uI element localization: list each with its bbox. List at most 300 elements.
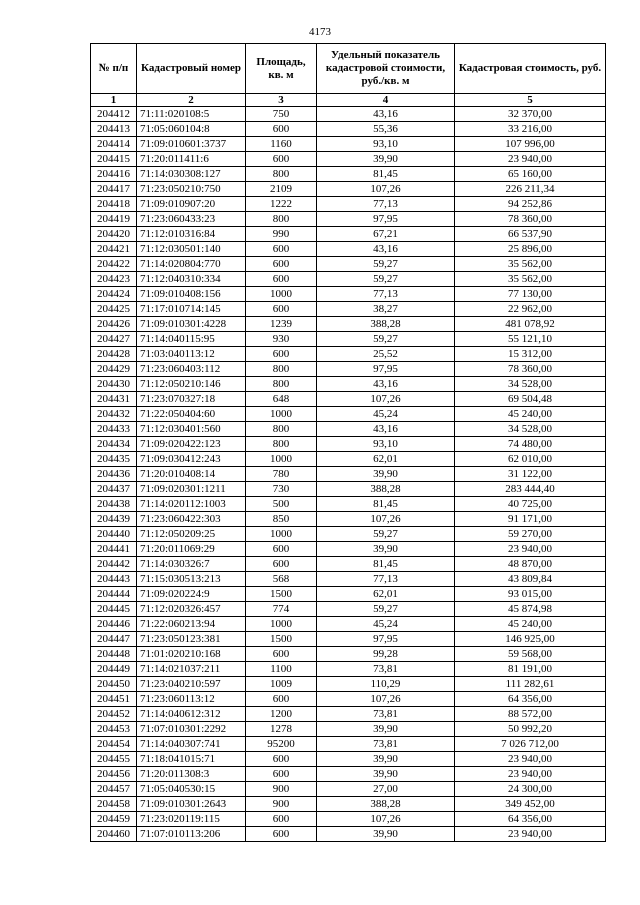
specific-value: 388,28 bbox=[317, 317, 455, 332]
cadastral-value: 62 010,00 bbox=[455, 452, 606, 467]
table-row bbox=[91, 617, 606, 632]
row-number: 204455 bbox=[91, 752, 137, 767]
cadastral-number: 71:23:060433:23 bbox=[137, 212, 246, 227]
row-number: 204424 bbox=[91, 287, 137, 302]
page-number: 4173 bbox=[309, 26, 331, 38]
table-row bbox=[91, 212, 606, 227]
specific-value: 43,16 bbox=[317, 377, 455, 392]
specific-value: 39,90 bbox=[317, 722, 455, 737]
table-row bbox=[91, 602, 606, 617]
table-row bbox=[91, 452, 606, 467]
specific-value: 107,26 bbox=[317, 512, 455, 527]
cadastral-value: 45 240,00 bbox=[455, 407, 606, 422]
cadastral-value: 88 572,00 bbox=[455, 707, 606, 722]
cadastral-value: 33 216,00 bbox=[455, 122, 606, 137]
table-row bbox=[91, 317, 606, 332]
area-value: 750 bbox=[246, 107, 317, 122]
cadastral-value: 15 312,00 bbox=[455, 347, 606, 362]
specific-value: 39,90 bbox=[317, 542, 455, 557]
area-value: 600 bbox=[246, 557, 317, 572]
table-row bbox=[91, 137, 606, 152]
specific-value: 62,01 bbox=[317, 587, 455, 602]
row-number: 204434 bbox=[91, 437, 137, 452]
table-row bbox=[91, 722, 606, 737]
specific-value: 45,24 bbox=[317, 407, 455, 422]
cadastral-value: 74 480,00 bbox=[455, 437, 606, 452]
area-value: 600 bbox=[246, 302, 317, 317]
cadastral-number: 71:07:010113:206 bbox=[137, 827, 246, 842]
specific-value: 107,26 bbox=[317, 182, 455, 197]
specific-value: 39,90 bbox=[317, 767, 455, 782]
specific-value: 81,45 bbox=[317, 557, 455, 572]
table-row bbox=[91, 302, 606, 317]
cadastral-number: 71:20:011411:6 bbox=[137, 152, 246, 167]
cadastral-value: 7 026 712,00 bbox=[455, 737, 606, 752]
table-row bbox=[91, 512, 606, 527]
header-number: № п/п bbox=[91, 44, 137, 94]
table-header-row bbox=[91, 44, 606, 94]
cadastral-number: 71:12:010316:84 bbox=[137, 227, 246, 242]
row-number: 204448 bbox=[91, 647, 137, 662]
area-value: 1100 bbox=[246, 662, 317, 677]
table-row bbox=[91, 167, 606, 182]
row-number: 204451 bbox=[91, 692, 137, 707]
cadastral-value: 23 940,00 bbox=[455, 767, 606, 782]
cadastral-number: 71:12:030501:140 bbox=[137, 242, 246, 257]
table-row bbox=[91, 497, 606, 512]
row-number: 204414 bbox=[91, 137, 137, 152]
specific-value: 67,21 bbox=[317, 227, 455, 242]
cadastral-value: 40 725,00 bbox=[455, 497, 606, 512]
cadastral-value: 146 925,00 bbox=[455, 632, 606, 647]
cadastral-number: 71:17:010714:145 bbox=[137, 302, 246, 317]
table-row bbox=[91, 377, 606, 392]
row-number: 204460 bbox=[91, 827, 137, 842]
area-value: 1000 bbox=[246, 527, 317, 542]
area-value: 1009 bbox=[246, 677, 317, 692]
area-value: 600 bbox=[246, 827, 317, 842]
area-value: 1500 bbox=[246, 587, 317, 602]
area-value: 600 bbox=[246, 767, 317, 782]
area-value: 1222 bbox=[246, 197, 317, 212]
table-row bbox=[91, 677, 606, 692]
cadastral-number: 71:12:040310:334 bbox=[137, 272, 246, 287]
cadastral-number: 71:23:020119:115 bbox=[137, 812, 246, 827]
cadastral-number: 71:20:011308:3 bbox=[137, 767, 246, 782]
cadastral-value: 69 504,48 bbox=[455, 392, 606, 407]
specific-value: 43,16 bbox=[317, 242, 455, 257]
cadastral-number: 71:20:010408:14 bbox=[137, 467, 246, 482]
specific-value: 388,28 bbox=[317, 797, 455, 812]
table-body bbox=[91, 107, 606, 842]
cadastral-value: 23 940,00 bbox=[455, 152, 606, 167]
cadastral-value: 283 444,40 bbox=[455, 482, 606, 497]
row-number: 204441 bbox=[91, 542, 137, 557]
area-value: 500 bbox=[246, 497, 317, 512]
row-number: 204436 bbox=[91, 467, 137, 482]
cadastral-number: 71:12:050209:25 bbox=[137, 527, 246, 542]
specific-value: 107,26 bbox=[317, 392, 455, 407]
cadastral-number: 71:14:020804:770 bbox=[137, 257, 246, 272]
row-number: 204428 bbox=[91, 347, 137, 362]
column-number: 5 bbox=[455, 94, 606, 107]
area-value: 800 bbox=[246, 362, 317, 377]
cadastral-value: 77 130,00 bbox=[455, 287, 606, 302]
row-number: 204450 bbox=[91, 677, 137, 692]
specific-value: 39,90 bbox=[317, 752, 455, 767]
cadastral-number: 71:14:040307:741 bbox=[137, 737, 246, 752]
table-row bbox=[91, 767, 606, 782]
cadastral-number: 71:22:050404:60 bbox=[137, 407, 246, 422]
cadastral-value: 65 160,00 bbox=[455, 167, 606, 182]
cadastral-value: 22 962,00 bbox=[455, 302, 606, 317]
cadastral-number: 71:14:021037:211 bbox=[137, 662, 246, 677]
cadastral-number: 71:20:011069:29 bbox=[137, 542, 246, 557]
area-value: 600 bbox=[246, 122, 317, 137]
table-row bbox=[91, 632, 606, 647]
area-value: 600 bbox=[246, 812, 317, 827]
cadastral-number: 71:14:040612:312 bbox=[137, 707, 246, 722]
table-row bbox=[91, 752, 606, 767]
specific-value: 107,26 bbox=[317, 812, 455, 827]
row-number: 204413 bbox=[91, 122, 137, 137]
table-row bbox=[91, 572, 606, 587]
row-number: 204418 bbox=[91, 197, 137, 212]
row-number: 204449 bbox=[91, 662, 137, 677]
area-value: 990 bbox=[246, 227, 317, 242]
area-value: 600 bbox=[246, 272, 317, 287]
specific-value: 97,95 bbox=[317, 212, 455, 227]
row-number: 204442 bbox=[91, 557, 137, 572]
cadastral-number: 71:09:030412:243 bbox=[137, 452, 246, 467]
area-value: 730 bbox=[246, 482, 317, 497]
table-row bbox=[91, 587, 606, 602]
table-row bbox=[91, 347, 606, 362]
specific-value: 107,26 bbox=[317, 692, 455, 707]
specific-value: 97,95 bbox=[317, 362, 455, 377]
area-value: 900 bbox=[246, 782, 317, 797]
cadastral-value-table bbox=[90, 43, 606, 842]
table-row bbox=[91, 662, 606, 677]
table-row bbox=[91, 422, 606, 437]
cadastral-value: 34 528,00 bbox=[455, 422, 606, 437]
cadastral-value: 35 562,00 bbox=[455, 257, 606, 272]
specific-value: 110,29 bbox=[317, 677, 455, 692]
cadastral-value: 81 191,00 bbox=[455, 662, 606, 677]
specific-value: 39,90 bbox=[317, 827, 455, 842]
row-number: 204443 bbox=[91, 572, 137, 587]
cadastral-value: 23 940,00 bbox=[455, 827, 606, 842]
row-number: 204459 bbox=[91, 812, 137, 827]
cadastral-number: 71:09:020422:123 bbox=[137, 437, 246, 452]
area-value: 930 bbox=[246, 332, 317, 347]
row-number: 204426 bbox=[91, 317, 137, 332]
table-row bbox=[91, 542, 606, 557]
table-row bbox=[91, 797, 606, 812]
row-number: 204440 bbox=[91, 527, 137, 542]
cadastral-number: 71:14:040115:95 bbox=[137, 332, 246, 347]
specific-value: 43,16 bbox=[317, 107, 455, 122]
cadastral-number: 71:12:050210:146 bbox=[137, 377, 246, 392]
row-number: 204429 bbox=[91, 362, 137, 377]
table-row bbox=[91, 707, 606, 722]
cadastral-value: 78 360,00 bbox=[455, 362, 606, 377]
table-row bbox=[91, 737, 606, 752]
row-number: 204431 bbox=[91, 392, 137, 407]
specific-value: 59,27 bbox=[317, 527, 455, 542]
row-number: 204445 bbox=[91, 602, 137, 617]
cadastral-number: 71:09:010301:2643 bbox=[137, 797, 246, 812]
table-row bbox=[91, 287, 606, 302]
cadastral-number: 71:23:050123:381 bbox=[137, 632, 246, 647]
row-number: 204438 bbox=[91, 497, 137, 512]
specific-value: 59,27 bbox=[317, 602, 455, 617]
specific-value: 73,81 bbox=[317, 737, 455, 752]
cadastral-value: 93 015,00 bbox=[455, 587, 606, 602]
cadastral-number: 71:12:020326:457 bbox=[137, 602, 246, 617]
table-row bbox=[91, 152, 606, 167]
specific-value: 59,27 bbox=[317, 272, 455, 287]
cadastral-number: 71:12:030401:560 bbox=[137, 422, 246, 437]
cadastral-number: 71:09:010601:3737 bbox=[137, 137, 246, 152]
table-row bbox=[91, 362, 606, 377]
area-value: 800 bbox=[246, 167, 317, 182]
table-row bbox=[91, 107, 606, 122]
row-number: 204421 bbox=[91, 242, 137, 257]
cadastral-number: 71:11:020108:5 bbox=[137, 107, 246, 122]
specific-value: 93,10 bbox=[317, 437, 455, 452]
cadastral-value: 50 992,20 bbox=[455, 722, 606, 737]
specific-value: 39,90 bbox=[317, 467, 455, 482]
area-value: 600 bbox=[246, 242, 317, 257]
cadastral-value: 94 252,86 bbox=[455, 197, 606, 212]
column-number-row bbox=[91, 94, 606, 107]
cadastral-value: 32 370,00 bbox=[455, 107, 606, 122]
area-value: 1000 bbox=[246, 407, 317, 422]
column-number: 2 bbox=[137, 94, 246, 107]
table-row bbox=[91, 527, 606, 542]
cadastral-value: 481 078,92 bbox=[455, 317, 606, 332]
row-number: 204439 bbox=[91, 512, 137, 527]
cadastral-number: 71:15:030513:213 bbox=[137, 572, 246, 587]
cadastral-number: 71:09:010907:20 bbox=[137, 197, 246, 212]
area-value: 600 bbox=[246, 752, 317, 767]
cadastral-value: 23 940,00 bbox=[455, 752, 606, 767]
cadastral-value: 35 562,00 bbox=[455, 272, 606, 287]
area-value: 1278 bbox=[246, 722, 317, 737]
area-value: 1200 bbox=[246, 707, 317, 722]
row-number: 204415 bbox=[91, 152, 137, 167]
table-row bbox=[91, 407, 606, 422]
table-row bbox=[91, 197, 606, 212]
area-value: 600 bbox=[246, 692, 317, 707]
row-number: 204416 bbox=[91, 167, 137, 182]
row-number: 204437 bbox=[91, 482, 137, 497]
cadastral-value: 59 270,00 bbox=[455, 527, 606, 542]
specific-value: 77,13 bbox=[317, 287, 455, 302]
area-value: 600 bbox=[246, 347, 317, 362]
specific-value: 93,10 bbox=[317, 137, 455, 152]
cadastral-number: 71:14:030308:127 bbox=[137, 167, 246, 182]
cadastral-number: 71:09:010301:4228 bbox=[137, 317, 246, 332]
table-row bbox=[91, 272, 606, 287]
specific-value: 388,28 bbox=[317, 482, 455, 497]
cadastral-number: 71:07:010301:2292 bbox=[137, 722, 246, 737]
cadastral-value: 55 121,10 bbox=[455, 332, 606, 347]
area-value: 95200 bbox=[246, 737, 317, 752]
specific-value: 81,45 bbox=[317, 167, 455, 182]
row-number: 204432 bbox=[91, 407, 137, 422]
cadastral-number: 71:23:070327:18 bbox=[137, 392, 246, 407]
specific-value: 77,13 bbox=[317, 197, 455, 212]
table-row bbox=[91, 827, 606, 842]
table-row bbox=[91, 122, 606, 137]
area-value: 800 bbox=[246, 377, 317, 392]
row-number: 204423 bbox=[91, 272, 137, 287]
area-value: 600 bbox=[246, 647, 317, 662]
table-row bbox=[91, 242, 606, 257]
cadastral-number: 71:23:060422:303 bbox=[137, 512, 246, 527]
specific-value: 73,81 bbox=[317, 707, 455, 722]
cadastral-number: 71:05:040530:15 bbox=[137, 782, 246, 797]
cadastral-number: 71:05:060104:8 bbox=[137, 122, 246, 137]
row-number: 204427 bbox=[91, 332, 137, 347]
cadastral-number: 71:23:040210:597 bbox=[137, 677, 246, 692]
cadastral-value: 111 282,61 bbox=[455, 677, 606, 692]
specific-value: 27,00 bbox=[317, 782, 455, 797]
column-number: 4 bbox=[317, 94, 455, 107]
area-value: 800 bbox=[246, 422, 317, 437]
cadastral-number: 71:18:041015:71 bbox=[137, 752, 246, 767]
specific-value: 45,24 bbox=[317, 617, 455, 632]
area-value: 600 bbox=[246, 257, 317, 272]
row-number: 204444 bbox=[91, 587, 137, 602]
specific-value: 55,36 bbox=[317, 122, 455, 137]
cadastral-number: 71:23:060403:112 bbox=[137, 362, 246, 377]
area-value: 780 bbox=[246, 467, 317, 482]
area-value: 800 bbox=[246, 437, 317, 452]
cadastral-number: 71:22:060213:94 bbox=[137, 617, 246, 632]
table-row bbox=[91, 812, 606, 827]
area-value: 900 bbox=[246, 797, 317, 812]
cadastral-value: 66 537,90 bbox=[455, 227, 606, 242]
specific-value: 43,16 bbox=[317, 422, 455, 437]
row-number: 204430 bbox=[91, 377, 137, 392]
cadastral-value: 43 809,84 bbox=[455, 572, 606, 587]
row-number: 204453 bbox=[91, 722, 137, 737]
cadastral-number: 71:14:020112:1003 bbox=[137, 497, 246, 512]
cadastral-number: 71:03:040113:12 bbox=[137, 347, 246, 362]
cadastral-number: 71:09:020224:9 bbox=[137, 587, 246, 602]
specific-value: 77,13 bbox=[317, 572, 455, 587]
cadastral-number: 71:09:020301:1211 bbox=[137, 482, 246, 497]
table-row bbox=[91, 227, 606, 242]
specific-value: 59,27 bbox=[317, 257, 455, 272]
area-value: 1160 bbox=[246, 137, 317, 152]
area-value: 1000 bbox=[246, 617, 317, 632]
row-number: 204456 bbox=[91, 767, 137, 782]
specific-value: 99,28 bbox=[317, 647, 455, 662]
table-row bbox=[91, 392, 606, 407]
table-row bbox=[91, 467, 606, 482]
cadastral-value: 25 896,00 bbox=[455, 242, 606, 257]
row-number: 204446 bbox=[91, 617, 137, 632]
row-number: 204412 bbox=[91, 107, 137, 122]
header-specific-value: Удельный показатель кадастровой стоимости, руб./кв. м bbox=[317, 44, 455, 94]
area-value: 2109 bbox=[246, 182, 317, 197]
cadastral-value: 48 870,00 bbox=[455, 557, 606, 572]
specific-value: 25,52 bbox=[317, 347, 455, 362]
row-number: 204419 bbox=[91, 212, 137, 227]
cadastral-value: 64 356,00 bbox=[455, 812, 606, 827]
specific-value: 39,90 bbox=[317, 152, 455, 167]
header-area: Площадь, кв. м bbox=[246, 44, 317, 94]
specific-value: 97,95 bbox=[317, 632, 455, 647]
cadastral-value: 45 240,00 bbox=[455, 617, 606, 632]
row-number: 204457 bbox=[91, 782, 137, 797]
header-cadastral-number: Кадастровый номер bbox=[137, 44, 246, 94]
table-row bbox=[91, 182, 606, 197]
cadastral-value: 24 300,00 bbox=[455, 782, 606, 797]
row-number: 204433 bbox=[91, 422, 137, 437]
area-value: 1239 bbox=[246, 317, 317, 332]
area-value: 1500 bbox=[246, 632, 317, 647]
row-number: 204425 bbox=[91, 302, 137, 317]
cadastral-value: 91 171,00 bbox=[455, 512, 606, 527]
cadastral-value: 107 996,00 bbox=[455, 137, 606, 152]
specific-value: 38,27 bbox=[317, 302, 455, 317]
area-value: 850 bbox=[246, 512, 317, 527]
row-number: 204435 bbox=[91, 452, 137, 467]
cadastral-number: 71:23:050210:750 bbox=[137, 182, 246, 197]
column-number: 1 bbox=[91, 94, 137, 107]
cadastral-number: 71:14:030326:7 bbox=[137, 557, 246, 572]
cadastral-value: 226 211,34 bbox=[455, 182, 606, 197]
area-value: 648 bbox=[246, 392, 317, 407]
area-value: 774 bbox=[246, 602, 317, 617]
row-number: 204458 bbox=[91, 797, 137, 812]
table-row bbox=[91, 332, 606, 347]
cadastral-number: 71:01:020210:168 bbox=[137, 647, 246, 662]
area-value: 1000 bbox=[246, 287, 317, 302]
table-row bbox=[91, 782, 606, 797]
table-row bbox=[91, 647, 606, 662]
cadastral-value: 64 356,00 bbox=[455, 692, 606, 707]
area-value: 600 bbox=[246, 542, 317, 557]
cadastral-number: 71:23:060113:12 bbox=[137, 692, 246, 707]
area-value: 600 bbox=[246, 152, 317, 167]
cadastral-value: 23 940,00 bbox=[455, 542, 606, 557]
column-number: 3 bbox=[246, 94, 317, 107]
row-number: 204417 bbox=[91, 182, 137, 197]
row-number: 204422 bbox=[91, 257, 137, 272]
row-number: 204420 bbox=[91, 227, 137, 242]
cadastral-value: 59 568,00 bbox=[455, 647, 606, 662]
table-row bbox=[91, 557, 606, 572]
area-value: 568 bbox=[246, 572, 317, 587]
table-row bbox=[91, 437, 606, 452]
cadastral-value: 31 122,00 bbox=[455, 467, 606, 482]
table-row bbox=[91, 482, 606, 497]
cadastral-number: 71:09:010408:156 bbox=[137, 287, 246, 302]
header-cadastral-value: Кадастровая стоимость, руб. bbox=[455, 44, 606, 94]
cadastral-value: 34 528,00 bbox=[455, 377, 606, 392]
area-value: 800 bbox=[246, 212, 317, 227]
row-number: 204447 bbox=[91, 632, 137, 647]
specific-value: 62,01 bbox=[317, 452, 455, 467]
cadastral-value: 45 874,98 bbox=[455, 602, 606, 617]
table-row bbox=[91, 692, 606, 707]
